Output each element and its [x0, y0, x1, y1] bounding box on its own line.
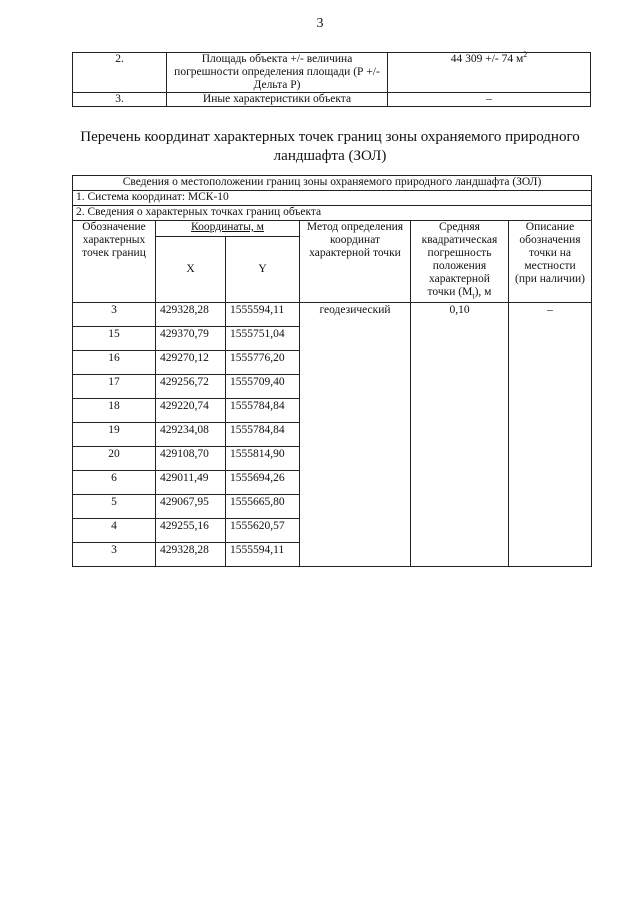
point-id: 19 [73, 423, 156, 447]
header-coords-label: Координаты, м [191, 221, 264, 233]
point-id: 15 [73, 327, 156, 351]
table-row [73, 303, 592, 327]
point-id: 17 [73, 375, 156, 399]
row-number: 3. [73, 93, 167, 107]
page-number: 3 [316, 16, 324, 31]
y-coordinate: 1555665,80 [226, 495, 300, 519]
area-unit-superscript: 2 [523, 50, 528, 60]
y-coordinate: 1555620,57 [226, 519, 300, 543]
y-coordinate: 1555751,04 [226, 327, 300, 351]
point-id: 18 [73, 399, 156, 423]
object-characteristics-table [72, 52, 591, 107]
row-description: Площадь объекта +/- величина погрешности определения площади (Р +/- Дельта Р) [167, 53, 388, 93]
header-point: Обозначение характерных точек границ [73, 221, 156, 303]
y-coordinate: 1555694,26 [226, 471, 300, 495]
y-coordinate: 1555814,90 [226, 447, 300, 471]
y-coordinate: 1555594,11 [226, 543, 300, 567]
row-description: Иные характеристики объекта [167, 93, 388, 107]
points-section-title: 2. Сведения о характерных точках границ объекта [73, 206, 592, 221]
accuracy-cell: 0,10 [411, 303, 509, 567]
section-heading: Перечень координат характерных точек границ зоны охраняемого природного ландшафта (ЗОЛ) [80, 129, 580, 164]
header-accuracy-label: Средняя квадратическая погрешность положения характерной точки (M [421, 221, 498, 298]
point-id: 3 [73, 543, 156, 567]
coordinates-rows [73, 303, 592, 567]
x-coordinate: 429220,74 [156, 399, 226, 423]
x-coordinate: 429108,70 [156, 447, 226, 471]
header-accuracy-tail: ), м [474, 286, 492, 298]
coordinates-table [72, 175, 592, 567]
y-coordinate: 1555776,20 [226, 351, 300, 375]
table-row [73, 93, 591, 107]
x-coordinate: 429328,28 [156, 303, 226, 327]
row-value: – [388, 93, 591, 107]
point-id: 6 [73, 471, 156, 495]
y-coordinate: 1555784,84 [226, 423, 300, 447]
coordinate-system: 1. Система координат: МСК-10 [73, 191, 592, 206]
method-cell: геодезический [300, 303, 411, 567]
x-coordinate: 429270,12 [156, 351, 226, 375]
point-id: 5 [73, 495, 156, 519]
y-coordinate: 1555709,40 [226, 375, 300, 399]
point-id: 4 [73, 519, 156, 543]
point-id: 16 [73, 351, 156, 375]
table-title: Сведения о местоположении границ зоны охраняемого природного ландшафта (ЗОЛ) [73, 176, 592, 191]
y-coordinate: 1555784,84 [226, 399, 300, 423]
point-id: 20 [73, 447, 156, 471]
table-row [73, 53, 591, 93]
x-coordinate: 429370,79 [156, 327, 226, 351]
header-y: Y [226, 237, 300, 303]
header-x: X [156, 237, 226, 303]
point-id: 3 [73, 303, 156, 327]
row-value [388, 50, 591, 93]
header-accuracy [411, 221, 509, 303]
x-coordinate: 429067,95 [156, 495, 226, 519]
header-description: Описание обозначения точки на местности (при наличии) [509, 221, 592, 303]
header-method: Метод определения координат характерной точки [300, 221, 411, 303]
x-coordinate: 429011,49 [156, 471, 226, 495]
x-coordinate: 429256,72 [156, 375, 226, 399]
header-accuracy-sub: t [472, 291, 475, 301]
x-coordinate: 429328,28 [156, 543, 226, 567]
x-coordinate: 429255,16 [156, 519, 226, 543]
header-coords [156, 221, 300, 237]
row-number: 2. [73, 53, 167, 93]
description-cell: – [509, 303, 592, 567]
x-coordinate: 429234,08 [156, 423, 226, 447]
y-coordinate: 1555594,11 [226, 303, 300, 327]
area-value: 44 309 +/- 74 м [450, 53, 524, 65]
